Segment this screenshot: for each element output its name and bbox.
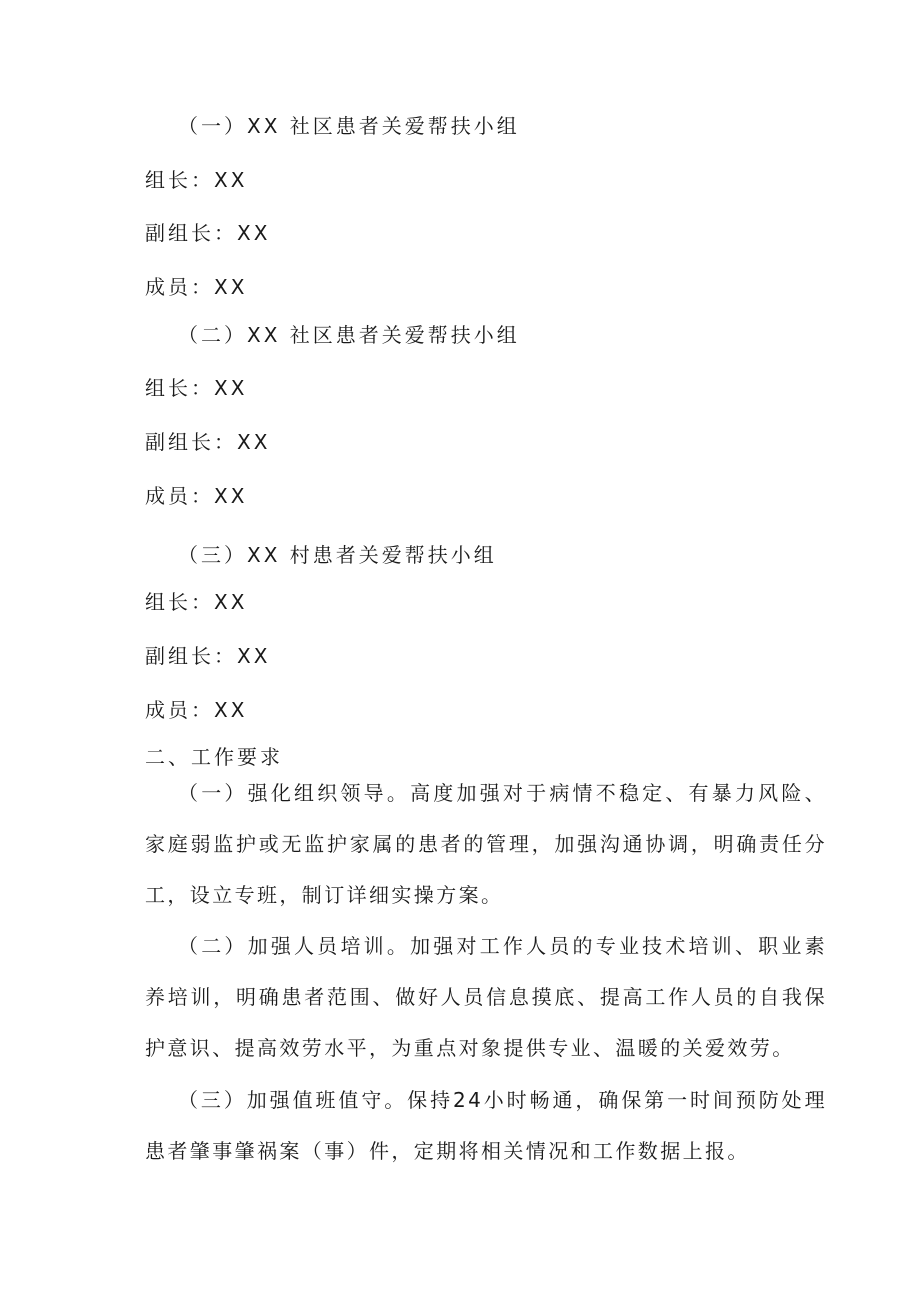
section-2-heading: 二、工作要求 [145, 745, 283, 769]
group-2-title: （二）XX 社区患者关爱帮扶小组 [178, 323, 520, 347]
requirement-paragraph-1: （一）强化组织领导。高度加强对于病情不稳定、有暴力风险、家庭弱监护或无监护家属的患者的管理，加强沟通协调，明确责任分工，设立专班，制订详细实操方案。 [145, 781, 827, 907]
group-1-deputy: 副组长：XX [145, 221, 271, 245]
group-2-members: 成员：XX [145, 484, 248, 508]
requirement-paragraph-3: （三）加强值班值守。保持24小时畅通，确保第一时间预防处理患者肇事肇祸案（事）件，定期将相关情况和工作数据上报。 [145, 1088, 827, 1163]
group-2-deputy: 副组长：XX [145, 430, 271, 454]
group-1-leader: 组长：XX [145, 168, 248, 192]
group-3-leader: 组长：XX [145, 590, 248, 614]
group-3-title: （三）XX 村患者关爱帮扶小组 [178, 543, 497, 567]
requirement-paragraph-2: （二）加强人员培训。加强对工作人员的专业技术培训、职业素养培训，明确患者范围、做好人员信息摸底、提高工作人员的自我保护意识、提高效劳水平，为重点对象提供专业、温暖的关爱效劳。 [145, 934, 827, 1060]
group-1-title: （一）XX 社区患者关爱帮扶小组 [178, 114, 520, 138]
group-3-members: 成员：XX [145, 698, 248, 722]
group-2-leader: 组长：XX [145, 376, 248, 400]
group-1-members: 成员：XX [145, 275, 248, 299]
group-3-deputy: 副组长：XX [145, 644, 271, 668]
